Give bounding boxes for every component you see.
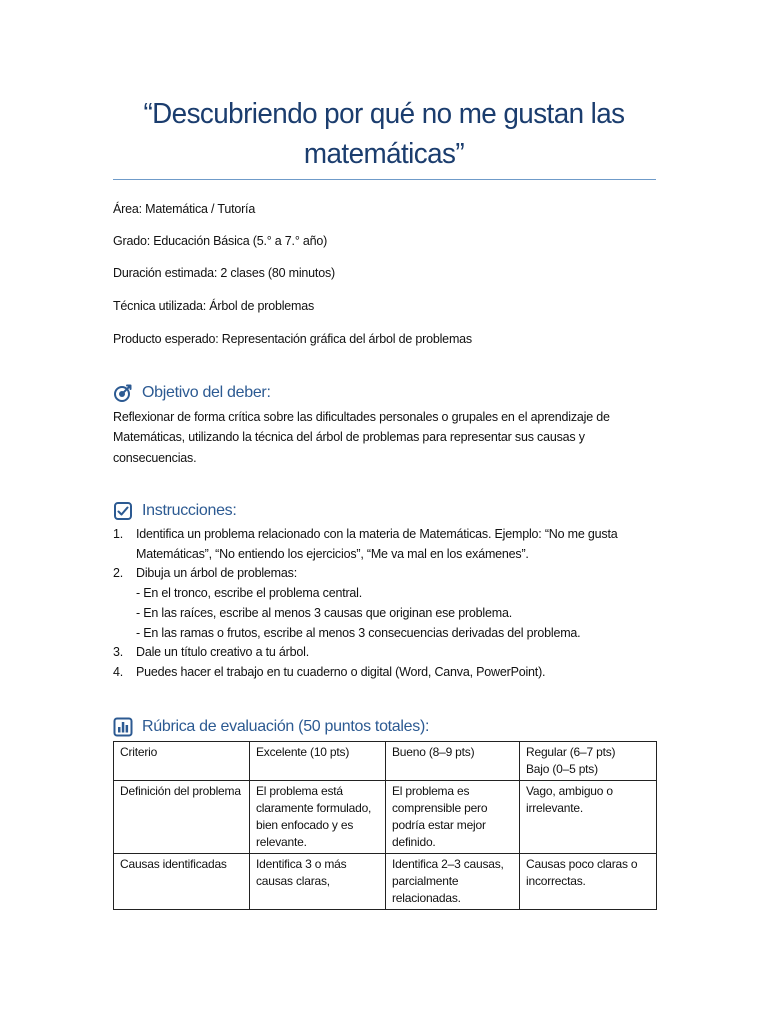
sub-item: - En las ramas o frutos, escribe al menos 3 consecuencias derivadas del problema. [136, 625, 581, 640]
title-divider [113, 179, 656, 180]
table-cell: Identifica 3 o más causas claras, [250, 854, 386, 910]
rubric-table [113, 741, 657, 910]
header-cell-regular-bajo [520, 742, 657, 781]
meta-duracion: Duración estimada: 2 clases (80 minutos) [113, 266, 335, 280]
objective-text: Reflexionar de forma crítica sobre las dificultades personales o grupales en el aprendizaje de Matemáticas, utilizando la técnica del árbol de problemas para representar sus causas y consecuencias. [113, 410, 610, 465]
title-line-2: matemáticas” [303, 138, 465, 170]
list-item-number: 4. [113, 664, 124, 679]
instructions-list [113, 525, 661, 683]
list-item-text: Dale un título creativo a tu árbol. [136, 645, 309, 660]
list-item-text: Dibuja un árbol de problemas: [136, 566, 297, 581]
header-cell-bueno: Bueno (8–9 pts) [386, 742, 520, 781]
meta-producto: Producto esperado: Representación gráfica del árbol de problemas [113, 332, 472, 346]
document-title [123, 94, 645, 174]
list-item-text: Identifica un problema relacionado con la materia de Matemáticas. Ejemplo: “No me gusta Matemáticas”, “No entiendo los ejercicios”, “Me va mal en los exámenes”. [136, 527, 618, 561]
table-row [114, 781, 657, 854]
title-line-1: “Descubriendo por qué no me gustan las [143, 98, 625, 130]
rubric-heading-text: Rúbrica de evaluación (50 puntos totales): [142, 718, 430, 735]
list-item-text: Puedes hacer el trabajo en tu cuaderno o digital (Word, Canva, PowerPoint). [136, 664, 546, 679]
list-item-number: 2. [113, 566, 124, 581]
table-cell: Causas identificadas [114, 854, 250, 910]
header-cell-criterio: Criterio [114, 742, 250, 781]
objective-heading [113, 382, 271, 404]
bar-chart-icon [113, 717, 133, 737]
list-item [113, 643, 661, 663]
list-item-number: 1. [113, 527, 124, 541]
list-item [113, 525, 661, 564]
target-dart-icon [113, 383, 133, 403]
header-regular: Regular (6–7 pts) [526, 745, 616, 759]
meta-area: Área: Matemática / Tutoría [113, 202, 256, 216]
sub-item: - En el tronco, escribe el problema central. [136, 586, 363, 601]
meta-grado: Grado: Educación Básica (5.° a 7.° año) [113, 234, 328, 248]
header-cell-excelente: Excelente (10 pts) [250, 742, 386, 781]
table-cell: El problema es comprensible pero podría estar mejor definido. [386, 781, 520, 854]
instructions-heading [113, 500, 237, 522]
table-cell: Identifica 2–3 causas, parcialmente relacionadas. [386, 854, 520, 910]
header-bajo: Bajo (0–5 pts) [526, 762, 598, 776]
rubric-heading [113, 716, 429, 738]
sub-item: - En las raíces, escribe al menos 3 causas que originan ese problema. [136, 605, 512, 620]
list-item-number: 3. [113, 645, 124, 660]
table-cell: Vago, ambiguo o irrelevante. [520, 781, 657, 854]
instructions-heading-text: Instrucciones: [142, 502, 237, 519]
objective-heading-text: Objetivo del deber: [142, 384, 271, 401]
table-cell: Causas poco claras o incorrectas. [520, 854, 657, 910]
table-row [114, 854, 657, 910]
checkbox-icon [113, 501, 133, 521]
table-cell: Definición del problema [114, 781, 250, 854]
table-header-row [114, 742, 657, 781]
table-cell: El problema está claramente formulado, bien enfocado y es relevante. [250, 781, 386, 854]
list-item [113, 564, 661, 643]
meta-tecnica: Técnica utilizada: Árbol de problemas [113, 299, 315, 313]
list-item [113, 663, 661, 683]
